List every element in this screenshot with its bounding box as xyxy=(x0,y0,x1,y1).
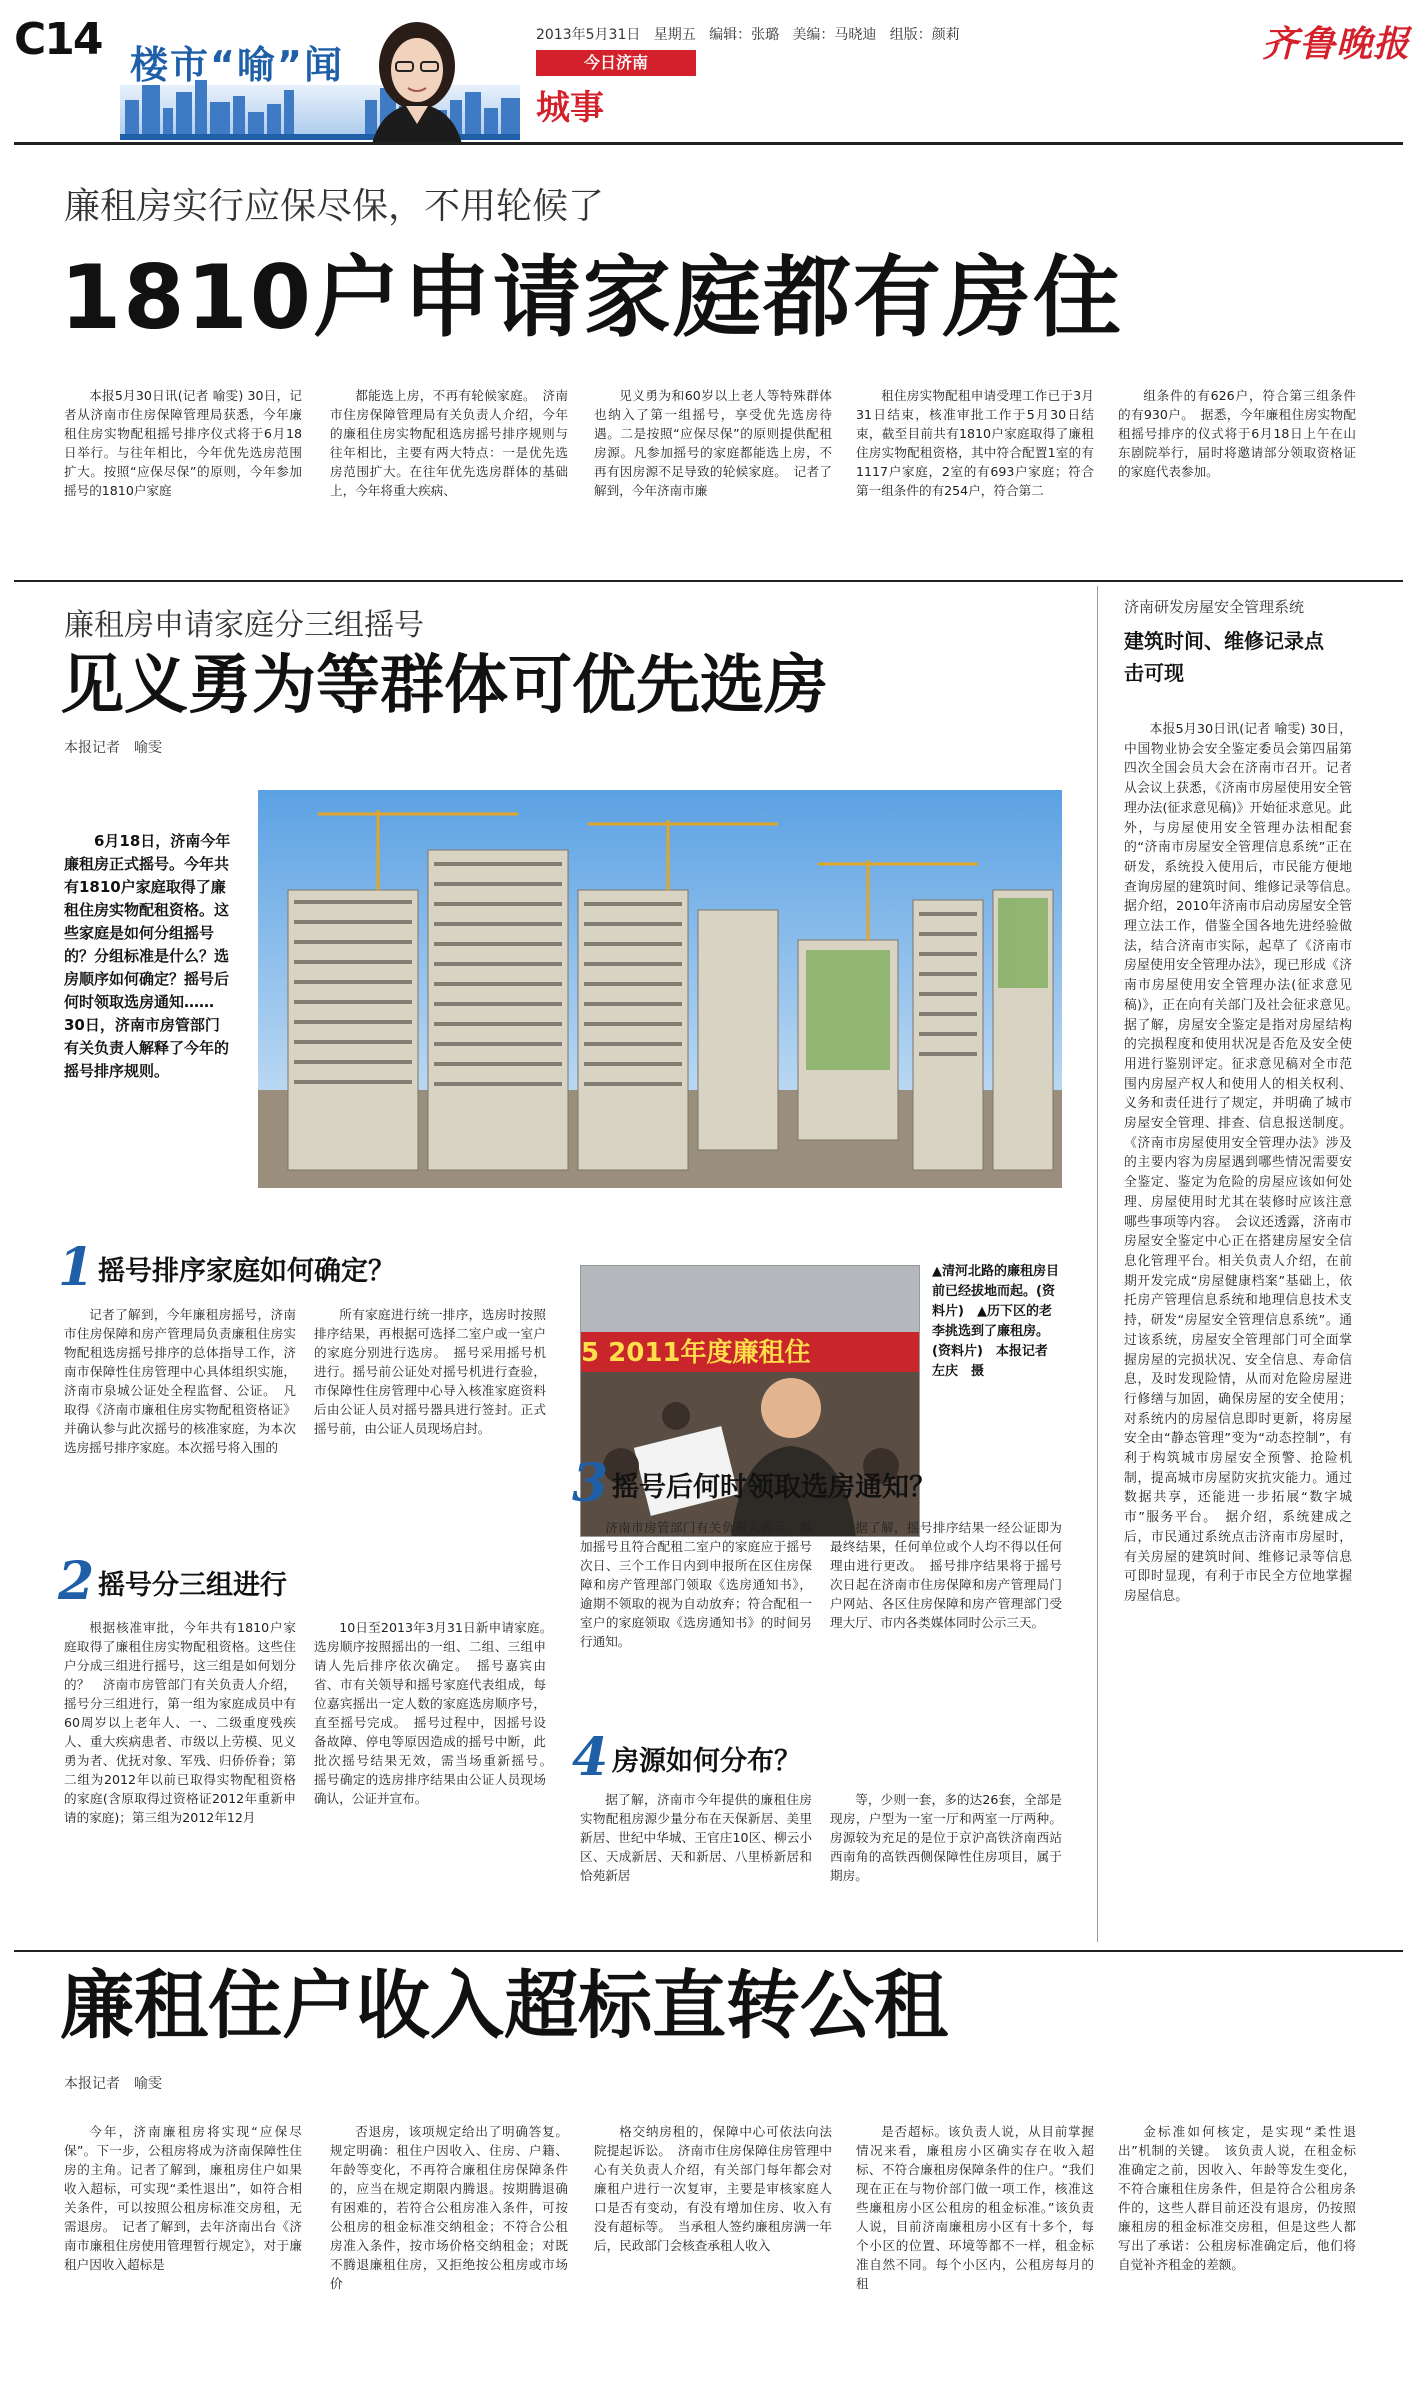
issue-info xyxy=(536,24,960,44)
sidebar-body: 本报5月30日讯(记者 喻雯) 30日，中国物业协会安全鉴定委员会第四届第四次全国会员大会在济南市召开。记者从会议上获悉，《济南市房屋使用安全管理办法(征求意见稿)》开始征求意见。此外，与房屋使用安全管理办法相配套的“济南市房屋安全管理信息系统”正在研发，系统投入使用后，市民能方便地查询房屋的建筑时间、维修记录等信息。 据介绍，2010年济南市启动房屋安全管理立法工作，借鉴全国各地先进经验做法，结合济南市实际，起草了《济南市房屋使用安全管理办法》，现已形成《济南市房屋使用安全管理办法(征求意见稿)》，正在向有关部门及社会征求意见。 据了解，房屋安全鉴定是指对房屋结构的完损程度和使用状况是否危及安全使用进行鉴别评定。征求意见稿对全市范围内房屋产权人和使用人的相关权利、义务和责任进行了规定，并明确了城市房屋安全管理、排查、信息报送制度。《济南市房屋使用安全管理办法》涉及的主要内容为房屋遇到哪些情况需要安全鉴定、鉴定为危险的房屋应该如何处理、房屋使用时尤其在装修时应该注意哪些事项等内容。 会议还透露，济南市房屋安全鉴定中心正在搭建房屋安全信息化管理平台。相关负责人介绍，在前期开发完成“房屋健康档案”基础上，依托房产管理信息系统和地理信息技术支持，研发“房屋安全管理信息系统”。通过该系统，房屋安全管理部门可全面掌握房屋的完损状况、安全信息、寿命信息，及时发现险情，从而对危险房屋进行修缮与加固，确保房屋的安全使用；对系统内的房屋信息即时更新，将房屋安全由“静态管理”变为“动态控制”，有利于构筑城市房屋安全预警、抢险机制，提高城市房屋防灾抗灾能力。通过数据共享，还能进一步拓展“数字城市”服务平台。 据介绍，系统建成之后，市民通过系统点击济南市房屋时，有关房屋的建筑时间、维修记录等信息可即时显现，有利于市民全方位地掌握房屋信息。 xyxy=(1124,722,1365,1604)
reporter-portrait xyxy=(352,14,482,144)
article2-headline: 见义勇为等群体可优先选房 xyxy=(60,649,828,723)
article1-col-2: 都能选上房，不再有轮候家庭。 济南市住房保障管理局有关负责人介绍，今年的廉租住房实物配租选房摇号排序规则与往年相比，主要有两大特点：一是优先选房范围扩大。在往年优先选房群体的基础上，今年将重大疾病、 xyxy=(330,388,568,498)
page-number: C14 xyxy=(14,14,102,65)
article3-col-1: 今年，济南廉租房将实现“应保尽保”。下一步，公租房将成为济南保障性住房的主角。记者了解到，廉租房住户如果收入超标，可实现“柔性退出”，如符合相关条件，可以按照公租房标准交房租，无需退房。 记者了解到，去年济南出台《济南市廉租住房使用管理暂行规定》，对于廉租户因收入超标是 xyxy=(64,2124,302,2272)
article1-col-4: 租住房实物配租申请受理工作已于3月31日结束，核准审批工作于5月30日结束，截至目前共有1810户家庭取得了廉租住房实物配租资格，其中符合配置1室的有1117户家庭，2室的有693户家庭；符合第一组条件的有254户，符合第二 xyxy=(856,388,1094,498)
section-3-number: 3 xyxy=(572,1453,609,1514)
section-1-col-1: 记者了解到，今年廉租房摇号，济南市住房保障和房产管理局负责廉租住房实物配租选房摇号排序的总体指导工作，济南市保障性住房管理中心具体组织实施，济南市泉城公证处全程监督、公证。 凡取得《济南市廉租住房实物配租资格证》并确认参与此次摇号的核准家庭，为本次选房摇号排序家庭。本次摇号将入围的 xyxy=(64,1307,296,1455)
article2-lead: 6月18日，济南今年廉租房正式摇号。今年共有1810户家庭取得了廉租住房实物配租资格。这些家庭是如何分组摇号的？分组标准是什么？选房顺序如何确定？摇号后何时领取选房通知……30日，济南市房管部门有关负责人解释了今年的摇号排序规则。 xyxy=(64,832,231,1080)
section-3-col-1: 济南市房管部门有关负责人表示，参加摇号且符合配租二室户的家庭应于摇号次日、三个工作日内到申报所在区住房保障和房产管理部门领取《选房通知书》，逾期不领取的视为自动放弃；符合配租一室户的家庭领取《选房通知书》的时间另行通知。 xyxy=(580,1520,812,1649)
paper-logo: 齐鲁晚报 xyxy=(1262,23,1411,65)
article2-bottom-rule xyxy=(14,1950,1403,1952)
article1-col-5: 组条件的有626户，符合第三组条件的有930户。 据悉，今年廉租住房实物配租摇号排序的仪式将于6月18日上午在山东剧院举行，届时将邀请部分领取资格证的家庭代表参加。 xyxy=(1118,388,1356,479)
sidebar-divider xyxy=(1097,586,1098,1942)
section-2-col-1: 根据核准审批，今年共有1810户家庭取得了廉租住房实物配租资格。这些住户分成三组进行摇号，这三组是如何划分的？ 济南市房管部门有关负责人介绍，摇号分三组进行，第一组为家庭成员中有60周岁以上老年人、一、二级重度残疾人、重大疾病患者、市级以上劳模、见义勇为者、优抚对象、军残、归侨侨眷；第二组为2012年以前已取得实物配租资格的家庭(含原取得过资格证2012年重新申请的家庭)；第三组为2012年12月 xyxy=(64,1620,296,1825)
article1-headline: 1810户申请家庭都有房住 xyxy=(60,246,1123,349)
editor-credit: 编辑：张璐 xyxy=(709,27,780,43)
section-name: 城事 xyxy=(536,88,604,128)
section-2-col-2: 10日至2013年3月31日新申请家庭。 选房顺序按照摇出的一组、二组、三组申请人先后排序依次确定。 摇号嘉宾由省、市有关领导和摇号家庭代表组成，每位嘉宾摇出一定人数的家庭选房顺序号，直至摇号完成。 摇号过程中，因摇号设备故障、停电等原因造成的摇号中断，此批次摇号结果无效，需当场重新摇号。 摇号确定的选房排序结果由公证人员现场确认，公证并宣布。 xyxy=(314,1620,559,1806)
section-4-col-1: 据了解，济南市今年提供的廉租住房实物配租房源少量分布在天保新居、美里新居、世纪中华城、王官庄10区、柳云小区、天成新居、天和新居、八里桥新居和恰苑新居 xyxy=(580,1792,812,1883)
art-credit: 美编：马晓迪 xyxy=(792,27,877,43)
section-3-col-2: 据了解，摇号排序结果一经公证即为最终结果，任何单位或个人均不得以任何理由进行更改。 摇号排序结果将于摇号次日起在济南市住房保障和房产管理局门户网站、各区住房保障和房产管理部门受理大厅、市内各类媒体同时公示三天。 xyxy=(830,1520,1062,1630)
section-2-title: 摇号分三组进行 xyxy=(98,1570,287,1601)
section-tag: 今日济南 xyxy=(536,50,696,76)
layout-credit: 组版：颜莉 xyxy=(889,27,960,43)
section-4-col-2: 等，少则一套，多的达26套，全部是现房，户型为一室一厅和两室一厅两种。房源较为充足的是位于京沪高铁济南西站西南角的高铁西侧保障性住房项目，属于期房。 xyxy=(830,1792,1062,1883)
column-title: 楼市“喻”闻 xyxy=(130,43,344,87)
masthead-rule xyxy=(14,142,1403,145)
section-4-number: 4 xyxy=(572,1727,609,1788)
section-1-col-2: 所有家庭进行统一排序，选房时按照排序结果，再根据可选择二室户或一室户的家庭分别进行选房。 摇号采用摇号机进行。摇号前公证处对摇号机进行查验，市保障性住房管理中心导入核准家庭资料后由公证人员对摇号器具进行签封。正式摇号前，由公证人员现场启封。 xyxy=(314,1307,546,1436)
article3-col-4: 是否超标。该负责人说，从目前掌握情况来看，廉租房小区确实存在收入超标、不符合廉租房保障条件的住户。“我们现在正在与物价部门做一项工作，核准这些廉租房小区公租房的租金标准。”该负责人说，目前济南廉租房小区有十多个，每个小区的位置、环境等都不一样，租金标准自然不同。每个小区内，公租房每月的租 xyxy=(856,2124,1094,2291)
issue-weekday: 星期五 xyxy=(653,27,696,43)
section-1-number: 1 xyxy=(58,1237,95,1298)
photo-caption: ▲清河北路的廉租房目前已经拔地而起。(资料片) ▲历下区的老李挑选到了廉租房。(资料片) 本报记者 左庆 摄 xyxy=(932,1264,1061,1379)
article1-subhead: 廉租房实行应保尽保，不用轮候了 xyxy=(64,186,605,227)
section-1-title: 摇号排序家庭如何确定？ xyxy=(98,1256,395,1287)
article3-headline: 廉租住户收入超标直转公租 xyxy=(60,1963,948,2049)
article3-byline: 本报记者 喻雯 xyxy=(64,2076,162,2092)
section-4-title: 房源如何分布？ xyxy=(612,1746,801,1777)
photo-banner-text: 5 2011年度廉租住 xyxy=(581,1338,811,1368)
article2-subhead: 廉租房申请家庭分三组摇号 xyxy=(64,608,424,643)
article3-col-5: 金标准如何核定，是实现“柔性退出”机制的关键。 该负责人说，在租金标准确定之前，因收入、年龄等发生变化，不符合廉租住房条件，但是符合公租房条件的，这些人群目前还没有退房，仍按照廉租房的租金标准交房租，但是这些人都写出了承诺：公租房标准确定后，他们将自觉补齐租金的差额。 xyxy=(1118,2124,1356,2272)
section-3-title: 摇号后何时领取选房通知？ xyxy=(612,1472,936,1503)
article1-col-1: 本报5月30日讯(记者 喻雯) 30日，记者从济南市住房保障管理局获悉，今年廉租住房实物配租摇号排序仪式将于6月18日举行。与往年相比，今年优先选房范围扩大。按照“应保尽保”的原则，今年参加摇号的1810户家庭 xyxy=(64,388,302,498)
issue-date: 2013年5月31日 xyxy=(536,27,641,43)
article1-col-3: 见义勇为和60岁以上老人等特殊群体也纳入了第一组摇号，享受优先选房待遇。二是按照“应保尽保”的原则提供配租房源。凡参加摇号的家庭都能选上房，不再有因房源不足导致的轮候家庭。 记者了解到，今年济南市廉 xyxy=(594,388,832,498)
construction-photo xyxy=(258,790,1062,1188)
article2-byline: 本报记者 喻雯 xyxy=(64,740,162,756)
article3-col-3: 格交纳房租的，保障中心可依法向法院提起诉讼。 济南市住房保障住房管理中心有关负责人介绍，有关部门每年都会对廉租户进行一次复审，主要是审核家庭人口是否有变动，有没有增加住房、收入有没有超标等。 当承租人签约廉租房满一年后，民政部门会核查承租人收入 xyxy=(594,2124,832,2253)
sidebar-headline: 建筑时间、维修记录点击可现 xyxy=(1124,629,1324,685)
article1-bottom-rule xyxy=(14,580,1403,582)
section-2-number: 2 xyxy=(58,1551,95,1612)
article3-col-2: 否退房，该项规定给出了明确答复。规定明确：租住户因收入、住房、户籍、年龄等变化，不再符合廉租住房保障条件的，应当在规定期限内腾退。按期腾退确有困难的，若符合公租房准入条件，可按公租房的租金标准交纳租金；不符合公租房准入条件，按市场价格交纳租金；对既不腾退廉租住房，又拒绝按公租房或市场价 xyxy=(330,2124,568,2291)
sidebar-kicker: 济南研发房屋安全管理系统 xyxy=(1124,598,1305,616)
